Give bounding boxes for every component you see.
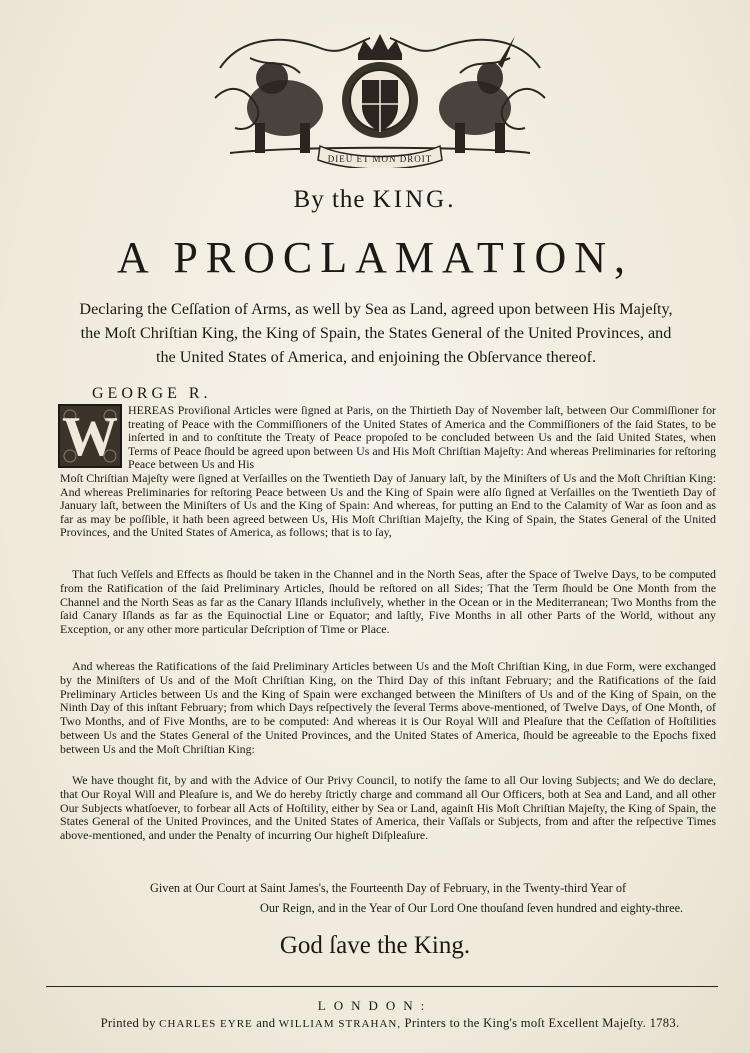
heading-by-the-king <box>0 186 750 214</box>
imprint-year: 1783. <box>649 1016 680 1030</box>
paragraph-whereas-opening: HEREAS Proviſional Articles were ſigned at Paris, on the Thirtieth Day of November laſt, between Our Commiſſioner for treating of Peace with the Commiſſioners of the United States of America and the Commiſſioners of the ſaid States, to be inſerted in and to conſtitute the Treaty of Peace propoſed to be concluded between Us and the ſaid United States, when Terms of Peace ſhould be agreed upon between Us and His Moſt Chriſtian Majeſty: And whereas Preliminaries for reſtoring Peace between Us and His <box>128 403 716 472</box>
paragraph-terms-text: That ſuch Veſſels and Effects as ſhould be taken in the Channel and in the North Seas, after the Space of Twelve Days, to be computed from the Ratification of the ſaid Preliminary Articles, ſhould be reſtored on all Sides; That the Term ſhould be One Month from the Channel and the North Seas as far as the Canary Iſlands incluſively, whether in the Ocean or in the Mediterranean; Two Months from the ſaid Canary Iſlands as far as the Equinoctial Line or Equator; and laſtly, Five Months in all other Parts of the World, without any Exception, or any other more particular Deſcription of Time or Place. <box>60 567 716 637</box>
subtitle: Declaring the Ceſſation of Arms, as well by Sea as Land, agreed upon between His Majeſty, the Moſt Chriſtian King, the King of Spain, the States General of the United Provinces, and the United States of America, and enjoining the Obſervance thereof. <box>79 300 673 366</box>
paragraph-whereas-continued: Moſt Chriſtian Majeſty were ſigned at Verſailles on the Twentieth Day of January laſt, by the Miniſters of Us and the Moſt Chriſtian King: And whereas Preliminaries for reſtoring Peace between Us and the King of Spain were alſo ſigned at Verſailles on the Twentieth Day of January laſt, between the Miniſters of Us and the King of Spain: And whereas, for putting an End to the Calamity of War as ſoon and as far as may be poſſible, it hath been agreed between Us, His Moſt Chriſtian Majeſty, the King of Spain, the States General of the United Provinces, and the United States of America, as follows; that is to ſay, <box>60 471 716 540</box>
motto-text: DIEU ET MON DROIT <box>327 154 433 164</box>
decorative-initial <box>58 404 122 468</box>
paragraph-ratifications <box>60 660 716 757</box>
given-line-1: Given at Our Court at Saint James's, the Fourteenth Day of February, in the Twenty-third Year of <box>150 881 627 895</box>
heading-by-the: By the <box>293 186 366 213</box>
imprint-and: and <box>256 1016 276 1030</box>
sovereign-signature-line: GEORGE R. <box>92 385 212 402</box>
paragraph-terms <box>60 568 716 637</box>
divider <box>46 986 718 987</box>
god-save-the-king: God ſave the King. <box>279 932 471 959</box>
page-title: A PROCLAMATION, <box>116 233 634 282</box>
given-at-court <box>150 878 716 918</box>
imprint-suffix: Printers to the King's moſt Excellent Majeſty. <box>404 1016 647 1030</box>
given-line-2: Our Reign, and in the Year of Our Lord One thouſand ſeven hundred and eighty-three. <box>260 901 684 915</box>
printer-imprint <box>40 1016 740 1031</box>
imprint-prefix: Printed by <box>100 1016 156 1030</box>
dropcap-letter: W <box>62 406 118 468</box>
place-of-printing: LONDON: <box>317 998 433 1013</box>
coat-of-arms-icon <box>210 28 550 168</box>
heading-king: KING. <box>372 186 457 213</box>
paragraph-ratifications-text: And whereas the Ratifications of the ſaid Preliminary Articles between Us and the Moſt Chriſtian King, in due Form, were exchanged by the Miniſters of Us and of the Moſt Chriſtian King, on the Third Day of this inſtant February; and the Ratifications of the ſaid Preliminary Articles between Us and the King of Spain were exchanged between the Miniſters of Us and of the King of Spain, on the Ninth Day of this inſtant February; from which Days reſpectively the ſeveral Terms above-mentioned, of Twelve Days, of One Month, of Two Months, and of Five Months, are to be computed: And whereas it is Our Royal Will and Pleaſure that the Ceſſation of Hoſtilities between Us and the States General of the United Provinces, and the United States of America, ſhould be agreeable to the Epochs fixed between Us and the Moſt Chriſtian King: <box>60 659 716 756</box>
paragraph-command-text: We have thought fit, by and with the Advice of Our Privy Council, to notify the ſame to all Our loving Subjects; and We do declare, that Our Royal Will and Pleaſure is, and We do hereby ſtrictly charge and command all Our Officers, both at Sea and Land, and all other Our Subjects whatſoever, to forbear all Acts of Hoſtility, either by Sea or Land, againſt His Moſt Chriſtian Majeſty, the King of Spain, the States General of the United Provinces, and the United States of America, their Vaſſals or Subjects, from and after the reſpective Times above-mentioned, and under the Penalty of incurring Our higheſt Diſpleaſure. <box>60 773 716 843</box>
imprint-printer-1: CHARLES EYRE <box>159 1018 253 1030</box>
royal-coat-of-arms <box>210 28 550 168</box>
imprint-printer-2: WILLIAM STRAHAN, <box>278 1018 402 1030</box>
paragraph-command <box>60 774 716 843</box>
